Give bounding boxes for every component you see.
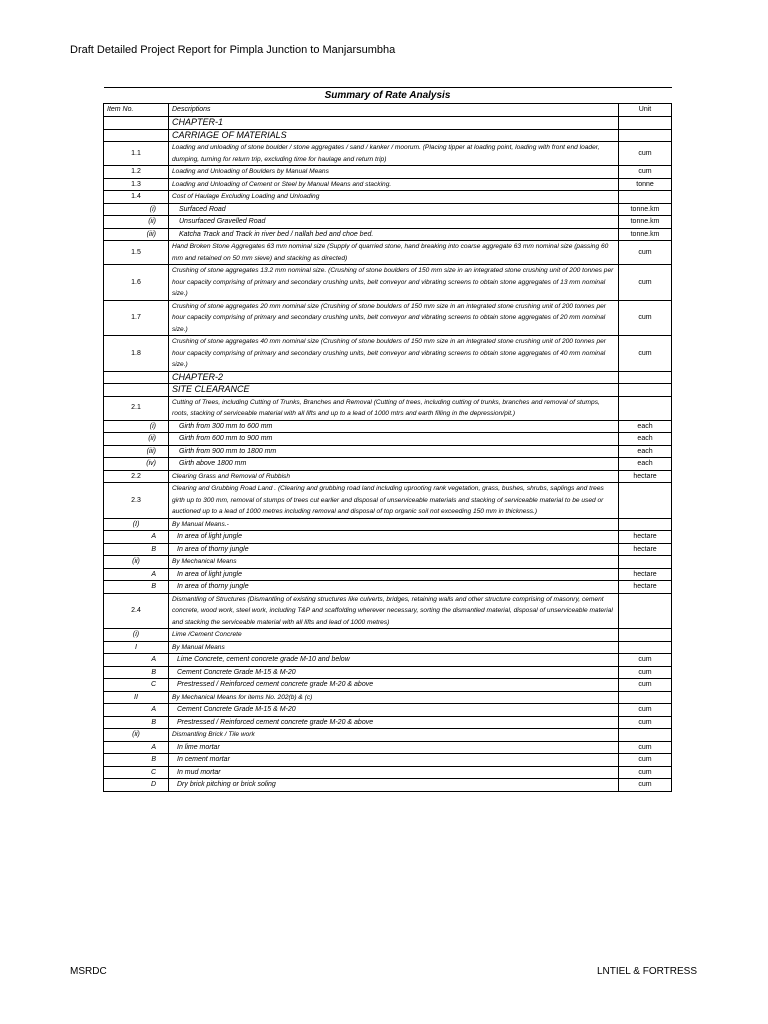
item-unit: each	[619, 445, 672, 458]
item-unit	[619, 641, 672, 654]
table-row	[104, 556, 672, 569]
column-header-description: Descriptions	[169, 104, 619, 117]
item-number: (i)	[104, 203, 169, 216]
item-number: 1.8	[104, 336, 169, 372]
item-number: A	[104, 568, 169, 581]
table-row	[104, 300, 672, 336]
item-number: (iii)	[104, 228, 169, 241]
item-description: By Mechanical Means	[169, 556, 619, 569]
item-description: By Mechanical Means for items No. 202(b) & (c)	[169, 691, 619, 704]
item-unit	[619, 518, 672, 531]
item-unit	[619, 191, 672, 204]
item-unit	[619, 384, 672, 397]
item-description: In cement mortar	[169, 754, 619, 767]
item-unit: cum	[619, 265, 672, 301]
item-description: Cement Concrete Grade M-15 & M-20	[169, 666, 619, 679]
item-unit: cum	[619, 142, 672, 166]
item-description: SITE CLEARANCE	[169, 384, 619, 397]
item-unit: hectare	[619, 568, 672, 581]
item-description: Dismantling of Structures (Dismantling of existing structures like culverts, bridges, retaining walls and other structure comprising of masonry, cement concrete, wood work, steel work, including T&P and scaffolding wherever necessary, sorting the dismantled material, disposal of unserviceable material and stacking the serviceable material with all lifts and lead of 1000 metres)	[169, 593, 619, 629]
item-description: CHAPTER-1	[169, 117, 619, 130]
item-number: (iii)	[104, 445, 169, 458]
item-number: 1.4	[104, 191, 169, 204]
table-row	[104, 543, 672, 556]
item-description: Clearing Grass and Removal of Rubbish	[169, 470, 619, 483]
item-description: Girth from 900 mm to 1800 mm	[169, 445, 619, 458]
table-row	[104, 729, 672, 742]
item-description: In area of thorny jungle	[169, 581, 619, 594]
table-row	[104, 766, 672, 779]
item-unit: hectare	[619, 531, 672, 544]
table-row	[104, 191, 672, 204]
item-unit: tonne	[619, 178, 672, 191]
table-row	[104, 666, 672, 679]
table-row	[104, 654, 672, 667]
item-number: B	[104, 716, 169, 729]
item-description: Cutting of Trees, including Cutting of Trunks, Branches and Removal (Cutting of trees, including cutting of trunks, branches and removal of stumps, roots, stacking of serviceable material with all lifts and up to a lead of 1000 mtrs and earth filling in the depression/pit.)	[169, 396, 619, 420]
item-description: Katcha Track and Track in river bed / nallah bed and choe bed.	[169, 228, 619, 241]
item-description: CARRIAGE OF MATERIALS	[169, 129, 619, 142]
table-row	[104, 216, 672, 229]
item-number	[104, 384, 169, 397]
column-header-unit: Unit	[619, 104, 672, 117]
item-unit: cum	[619, 654, 672, 667]
item-unit: cum	[619, 704, 672, 717]
table-row	[104, 117, 672, 130]
item-unit: hectare	[619, 581, 672, 594]
table-row	[104, 629, 672, 642]
table-row	[104, 384, 672, 397]
item-description: Surfaced Road	[169, 203, 619, 216]
table-row	[104, 470, 672, 483]
item-number: D	[104, 779, 169, 792]
item-description: By Manual Means	[169, 641, 619, 654]
item-description: Girth from 600 mm to 900 mm	[169, 433, 619, 446]
item-unit: cum	[619, 679, 672, 692]
table-row	[104, 458, 672, 471]
item-description: Lime Concrete, cement concrete grade M-10 and below	[169, 654, 619, 667]
table-title: Summary of Rate Analysis	[104, 88, 672, 104]
item-number: B	[104, 581, 169, 594]
item-description: Unsurfaced Gravelled Road	[169, 216, 619, 229]
item-description: CHAPTER-2	[169, 371, 619, 384]
item-description: In area of light jungle	[169, 531, 619, 544]
table-row	[104, 691, 672, 704]
item-unit	[619, 593, 672, 629]
table-row	[104, 371, 672, 384]
item-description: In area of thorny jungle	[169, 543, 619, 556]
item-number: (ii)	[104, 729, 169, 742]
footer-right: LNTIEL & FORTRESS	[596, 966, 697, 977]
item-number: II	[104, 691, 169, 704]
item-unit	[619, 556, 672, 569]
table-row	[104, 265, 672, 301]
item-description: In area of light jungle	[169, 568, 619, 581]
rate-analysis-table	[103, 87, 672, 792]
item-number: C	[104, 679, 169, 692]
item-description: In mud mortar	[169, 766, 619, 779]
table-row	[104, 142, 672, 166]
item-number: 1.2	[104, 166, 169, 179]
item-unit: tonne.km	[619, 216, 672, 229]
item-number: 2.1	[104, 396, 169, 420]
item-description: Clearing and Grubbing Road Land . (Clearing and grubbing road land including uprooting rank vegetation, grass, bushes, shrubs, saplings and trees girth up to 300 mm, removal of stumps of trees cut earlier and disposal of unserviceable materials and stacking of serviceable material to be used or auctioned up to a lead of 1000 metres including removal and disposal of top organic soil not exceeding 150 mm in thickness.)	[169, 483, 619, 519]
item-number	[104, 129, 169, 142]
item-number	[104, 117, 169, 130]
table-row	[104, 568, 672, 581]
item-number: A	[104, 704, 169, 717]
item-number: 2.4	[104, 593, 169, 629]
item-description: Girth above 1800 mm	[169, 458, 619, 471]
table-row	[104, 754, 672, 767]
item-unit	[619, 729, 672, 742]
item-description: Girth from 300 mm to 600 mm	[169, 420, 619, 433]
item-number: A	[104, 531, 169, 544]
item-number: C	[104, 766, 169, 779]
item-number: 1.7	[104, 300, 169, 336]
table-row	[104, 483, 672, 519]
item-description: Crushing of stone aggregates 20 mm nominal size (Crushing of stone boulders of 150 mm size in an integrated stone crushing unit of 200 tonnes per hour capacity comprising of primary and secondary crushing units, belt conveyor and vibrating screens to obtain stone aggregates of 20 mm nominal size.)	[169, 300, 619, 336]
table-row	[104, 433, 672, 446]
item-unit	[619, 129, 672, 142]
item-unit: cum	[619, 779, 672, 792]
item-unit	[619, 691, 672, 704]
item-description: Dismantling Brick / Tile work	[169, 729, 619, 742]
document-header: Draft Detailed Project Report for Pimpla Junction to Manjarsumbha	[70, 44, 396, 56]
item-number: B	[104, 666, 169, 679]
item-unit: tonne.km	[619, 228, 672, 241]
item-unit: cum	[619, 241, 672, 265]
item-description: Crushing of stone aggregates 40 mm nominal size (Crushing of stone boulders of 150 mm size in an integrated stone crushing unit of 200 tonnes per hour capacity comprising of primary and secondary crushing units, belt conveyor and vibrating screens to obtain stone aggregates of 40 mm nominal size.)	[169, 336, 619, 372]
item-number: (iv)	[104, 458, 169, 471]
table-row	[104, 741, 672, 754]
item-unit: hectare	[619, 543, 672, 556]
table-row	[104, 779, 672, 792]
item-unit: hectare	[619, 470, 672, 483]
footer-left: MSRDC	[70, 966, 107, 977]
item-description: Hand Broken Stone Aggregates 63 mm nominal size (Supply of quarried stone, hand breaking into coarse aggregate 63 mm nominal size (passing 60 mm and retained on 50 mm sieve) and stacking as directed)	[169, 241, 619, 265]
item-number: 1.3	[104, 178, 169, 191]
item-unit: each	[619, 420, 672, 433]
item-description: Dry brick pitching or brick soling	[169, 779, 619, 792]
item-unit	[619, 483, 672, 519]
item-unit: cum	[619, 666, 672, 679]
table-row	[104, 704, 672, 717]
item-number: (ii)	[104, 216, 169, 229]
item-unit: cum	[619, 754, 672, 767]
item-unit	[619, 396, 672, 420]
table-row	[104, 518, 672, 531]
item-unit: cum	[619, 741, 672, 754]
item-unit: cum	[619, 300, 672, 336]
item-description: Loading and unloading of stone boulder / stone aggregates / sand / kanker / moorum. (Placing tipper at loading point, loading with front end loader, dumping, turning for return trip, excluding time for haulage and return trip)	[169, 142, 619, 166]
table-row	[104, 445, 672, 458]
table-row	[104, 166, 672, 179]
item-number: (I)	[104, 518, 169, 531]
item-number: 2.3	[104, 483, 169, 519]
table-row	[104, 531, 672, 544]
item-number: 2.2	[104, 470, 169, 483]
item-number: A	[104, 741, 169, 754]
table-row	[104, 593, 672, 629]
table-row	[104, 641, 672, 654]
item-number: I	[104, 641, 169, 654]
item-number: B	[104, 754, 169, 767]
item-description: Cement Concrete Grade M-15 & M-20	[169, 704, 619, 717]
item-number: (i)	[104, 420, 169, 433]
item-number: 1.1	[104, 142, 169, 166]
table-row	[104, 129, 672, 142]
table-body	[104, 117, 672, 792]
item-description: Lime /Cement Concrete	[169, 629, 619, 642]
item-description: Crushing of stone aggregates 13.2 mm nominal size. (Crushing of stone boulders of 150 mm size in an integrated stone crushing unit of 200 tonnes per hour capacity comprising of primary and secondary crushing units, belt conveyor and vibrating screens to obtain stone aggregates of 13 mm nominal size.)	[169, 265, 619, 301]
item-unit	[619, 371, 672, 384]
item-description: By Manual Means.-	[169, 518, 619, 531]
item-number: (ii)	[104, 556, 169, 569]
item-description: Prestressed / Reinforced cement concrete grade M-20 & above	[169, 716, 619, 729]
item-number: 1.6	[104, 265, 169, 301]
table-row	[104, 203, 672, 216]
item-description: In lime mortar	[169, 741, 619, 754]
table-row	[104, 396, 672, 420]
item-number	[104, 371, 169, 384]
table-row	[104, 241, 672, 265]
table-row	[104, 716, 672, 729]
item-number: (ii)	[104, 433, 169, 446]
table-row	[104, 178, 672, 191]
item-number: B	[104, 543, 169, 556]
item-unit: cum	[619, 766, 672, 779]
item-unit	[619, 629, 672, 642]
item-unit: each	[619, 433, 672, 446]
item-unit: cum	[619, 336, 672, 372]
table-row	[104, 581, 672, 594]
column-header-item: Item No.	[104, 104, 169, 117]
item-description: Prestressed / Reinforced cement concrete grade M-20 & above	[169, 679, 619, 692]
item-unit: each	[619, 458, 672, 471]
item-unit: cum	[619, 716, 672, 729]
item-unit	[619, 117, 672, 130]
item-unit: cum	[619, 166, 672, 179]
item-number: 1.5	[104, 241, 169, 265]
item-number: (i)	[104, 629, 169, 642]
item-number: A	[104, 654, 169, 667]
table-row	[104, 336, 672, 372]
item-description: Loading and Unloading of Cement or Steel by Manual Means and stacking.	[169, 178, 619, 191]
table-row	[104, 420, 672, 433]
item-unit: tonne.km	[619, 203, 672, 216]
item-description: Cost of Haulage Excluding Loading and Unloading	[169, 191, 619, 204]
table-row	[104, 679, 672, 692]
item-description: Loading and Unloading of Boulders by Manual Means	[169, 166, 619, 179]
table-row	[104, 228, 672, 241]
